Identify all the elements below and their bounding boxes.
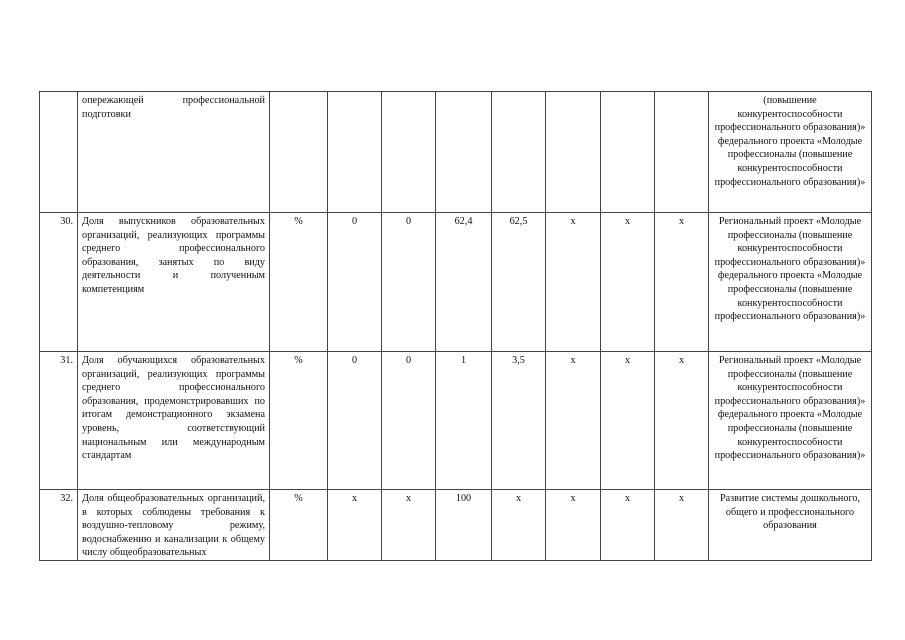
table-row (40, 213, 872, 352)
value-cell: х (655, 352, 709, 490)
value-cell (436, 92, 492, 213)
row-number: 31. (40, 352, 78, 490)
value-cell: 62,5 (492, 213, 546, 352)
value-cell: х (382, 490, 436, 561)
value-cell (492, 92, 546, 213)
value-cell: х (601, 490, 655, 561)
unit-cell: % (270, 490, 328, 561)
source-cell: Региональный проект «Молодые профессионалы (повышение конкурентоспособности профессионального образования)» федерального проекта «Молодые профессионалы (повышение конкурентоспособности профессионального образования)» (709, 352, 872, 490)
value-cell: 0 (328, 352, 382, 490)
table-row (40, 92, 872, 213)
value-cell: 0 (382, 213, 436, 352)
value-cell: х (601, 352, 655, 490)
source-cell: (повышение конкурентоспособности профессионального образования)» федерального проекта «Молодые профессионалы (повышение конкурентоспособности профессионального образования)» (709, 92, 872, 213)
indicators-table (39, 91, 872, 561)
source-cell: Развитие системы дошкольного, общего и профессионального образования (709, 490, 872, 561)
value-cell: 1 (436, 352, 492, 490)
value-cell (601, 92, 655, 213)
unit-cell (270, 92, 328, 213)
value-cell: х (328, 490, 382, 561)
value-cell: 0 (328, 213, 382, 352)
row-number: 30. (40, 213, 78, 352)
value-cell (546, 92, 601, 213)
value-cell: 3,5 (492, 352, 546, 490)
indicator-name: Доля выпускников образовательных организаций, реализующих программы среднего профессионального образования, занятых по виду деятельности и полученным компетенциям (78, 213, 270, 352)
value-cell (655, 92, 709, 213)
source-cell: Региональный проект «Молодые профессионалы (повышение конкурентоспособности профессионального образования)» федерального проекта «Молодые профессионалы (повышение конкурентоспособности профессионального образования)» (709, 213, 872, 352)
value-cell: х (546, 352, 601, 490)
value-cell: х (492, 490, 546, 561)
indicator-name: Доля общеобразовательных организаций, в которых соблюдены требования к воздушно-тепловому режиму, водоснабжению и канализации к общему числу общеобразовательных (78, 490, 270, 561)
value-cell: х (546, 490, 601, 561)
indicator-name: Доля обучающихся образовательных организаций, реализующих программы среднего профессионального образования, продемонстрировавших по итогам демонстрационного экзамена уровень, соответствующий национальным или международным стандартам (78, 352, 270, 490)
unit-cell: % (270, 213, 328, 352)
value-cell (328, 92, 382, 213)
value-cell: 100 (436, 490, 492, 561)
unit-cell: % (270, 352, 328, 490)
indicator-name: опережающей профессиональной подготовки (78, 92, 270, 213)
value-cell: х (655, 213, 709, 352)
value-cell: х (655, 490, 709, 561)
value-cell: х (601, 213, 655, 352)
value-cell: х (546, 213, 601, 352)
value-cell (382, 92, 436, 213)
table-row (40, 352, 872, 490)
table-row (40, 490, 872, 561)
row-number: 32. (40, 490, 78, 561)
value-cell: 0 (382, 352, 436, 490)
value-cell: 62,4 (436, 213, 492, 352)
row-number (40, 92, 78, 213)
